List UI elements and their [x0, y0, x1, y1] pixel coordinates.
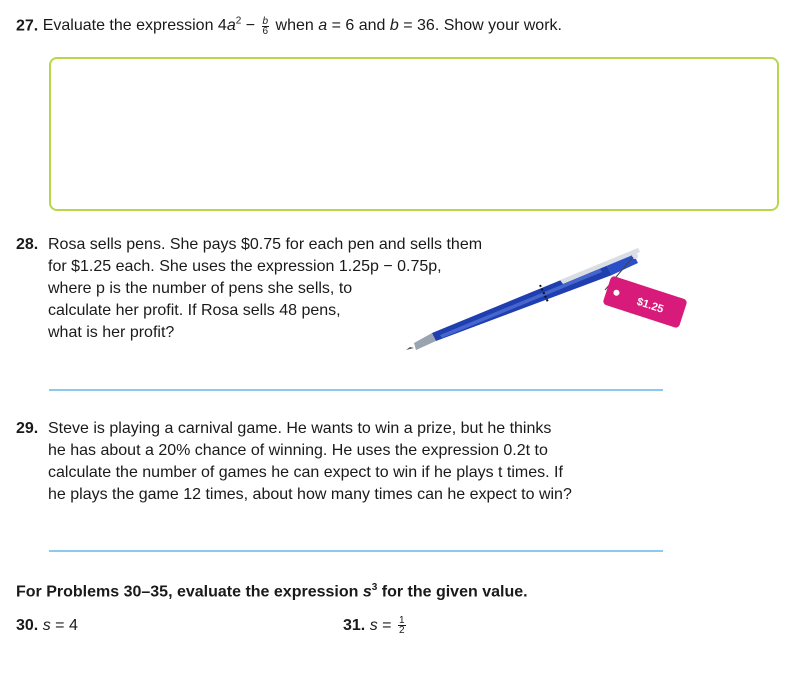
- text-line: he plays the game 12 times, about how many times can he expect to win?: [48, 486, 572, 503]
- text-line: he has about a 20% chance of winning. He uses the expression 0.2t to: [48, 442, 548, 459]
- text-line: calculate her profit. If Rosa sells 48 pens,: [48, 302, 341, 319]
- problem-number: 31.: [343, 617, 366, 634]
- problem-31: 31. s = $\frac{1}{2}$: [343, 615, 405, 637]
- pen-illustration: [400, 240, 690, 355]
- text-line: what is her profit?: [48, 324, 175, 341]
- answer-line[interactable]: [49, 550, 663, 552]
- problem-30: 30. s = 4: [16, 617, 78, 634]
- fraction: $\frac{b}{6}$: [262, 15, 269, 37]
- price-tag-label: $1.25: [635, 295, 666, 316]
- problem-number: 28.: [16, 236, 39, 253]
- problem-number: 30.: [16, 617, 39, 634]
- text-line: Steve is playing a carnival game. He wants to win a prize, but he thinks: [48, 420, 552, 437]
- problem-text: Evaluate the expression $4a^2$ − $\frac{b}{6}$ when a = 6 and b = 36. Show your work.: [42, 15, 562, 37]
- answer-line[interactable]: [49, 389, 663, 391]
- instructions: For Problems 30–35, evaluate the expression $s^3$ for the given value.: [16, 582, 528, 601]
- fraction: $\frac{1}{2}$: [398, 615, 405, 637]
- text-line: for $1.25 each. She uses the expression 1.25p − 0.75p,: [48, 258, 442, 275]
- price-tag: [602, 275, 687, 328]
- text-line: calculate the number of games he can expect to win if he plays t times. If: [48, 464, 563, 481]
- text-line: where p is the number of pens she sells, to: [48, 280, 353, 297]
- answer-box[interactable]: [49, 57, 779, 211]
- text-line: Rosa sells pens. She pays $0.75 for each pen and sells them: [48, 236, 483, 253]
- problem-number: 29.: [16, 420, 39, 437]
- problem-27: [16, 11, 562, 37]
- problem-29-text: [48, 418, 572, 506]
- problem-number: 27.: [16, 17, 39, 35]
